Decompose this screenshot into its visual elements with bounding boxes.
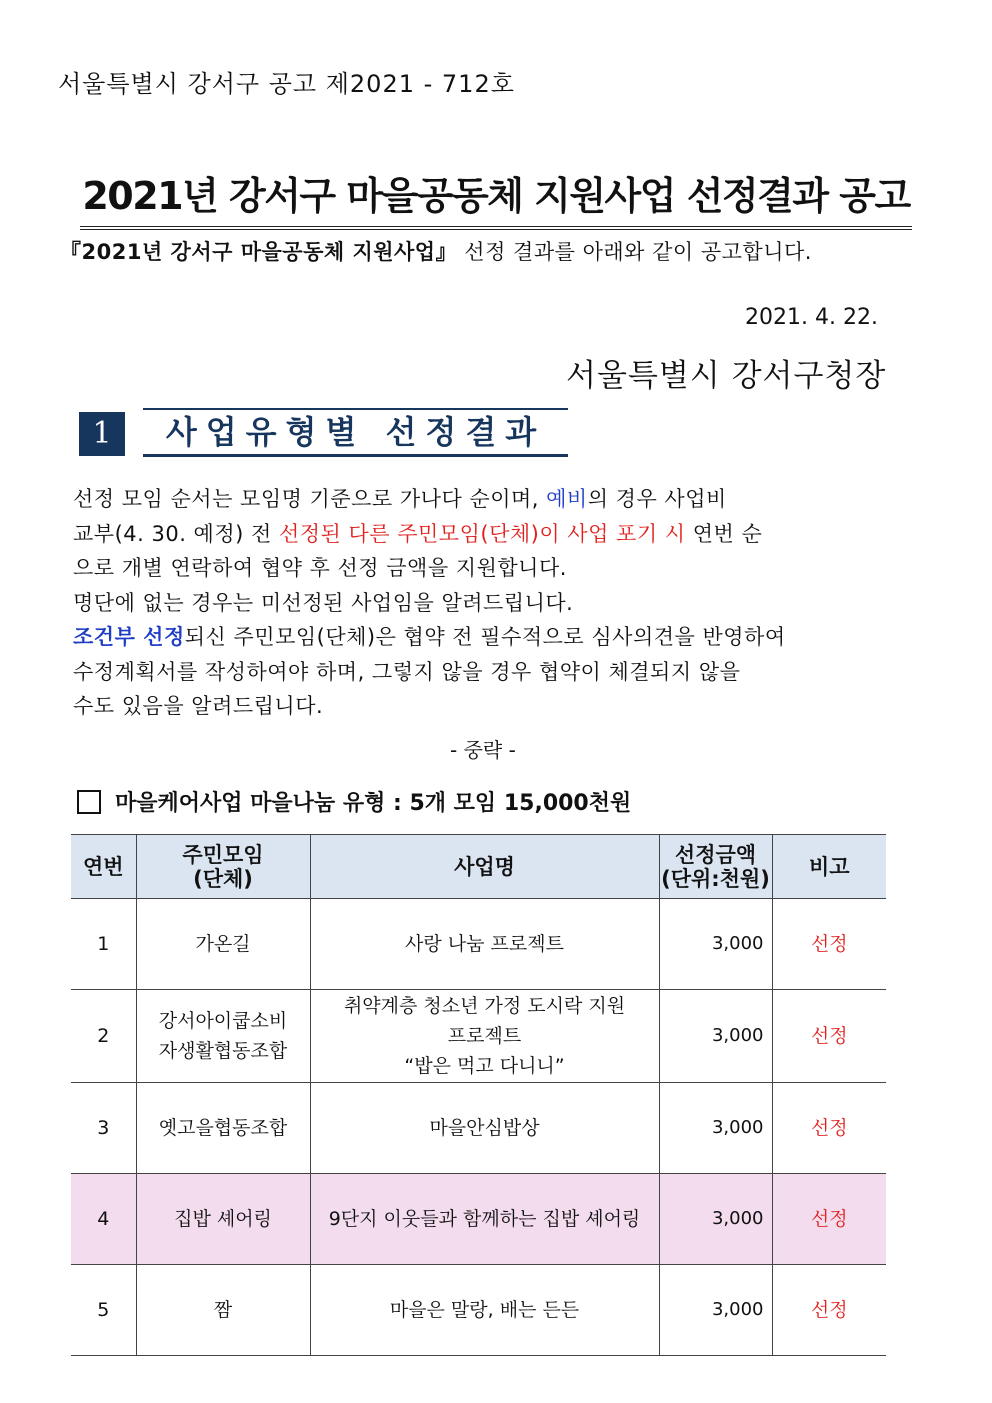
column-header: 비고 [772,835,886,899]
status-note: 선정 [772,899,886,990]
body-line: 으로 개별 연락하여 협약 후 선정 금액을 지원합니다. [73,556,567,580]
status-note: 선정 [772,1083,886,1174]
table-row [71,899,886,990]
body-span: 되신 주민모임(단체)은 협약 전 필수적으로 심사의견을 반영하여 [184,625,786,649]
conditional-highlight: 조건부 선정 [73,624,185,649]
section-number: 1 [79,412,125,456]
project-name: 사랑 나눔 프로젝트 [310,899,659,990]
forfeit-highlight: 선정된 다른 주민모임(단체)이 사업 포기 시 [278,521,686,546]
table-row [71,1265,886,1356]
body-line [73,517,913,552]
body-span: 선정 모임 순서는 모임명 기준으로 가나다 순이며, [73,487,547,511]
column-header: 선정금액 (단위:천원) [659,835,772,899]
status-note: 선정 [772,1174,886,1265]
intro-program-name: 『2021년 강서구 마을공동체 지원사업』 [60,240,458,264]
column-header: 사업명 [310,835,659,899]
project-name: 마을안심밥상 [310,1083,659,1174]
row-number: 1 [71,899,136,990]
project-name: 9단지 이웃들과 함께하는 집밥 셰어링 [310,1174,659,1265]
body-line [73,620,913,655]
selected-amount: 3,000 [659,899,772,990]
column-header: 연번 [71,835,136,899]
category-heading [77,786,631,817]
group-name: 강서아이쿱소비 자생활협동조합 [136,990,310,1083]
body-span: 교부(4. 30. 예정) 전 [73,521,279,546]
body-span: 연번 순 [685,521,763,546]
selected-amount: 3,000 [659,1174,772,1265]
status-note: 선정 [772,1265,886,1356]
notice-number: 서울특별시 강서구 공고 제2021 - 712호 [58,70,515,98]
document-title-text: 2021년 강서구 마을공동체 지원사업 선정결과 공고 [80,165,911,230]
table-body [71,899,886,1356]
table-row [71,1083,886,1174]
group-name: 옛고을협동조합 [136,1083,310,1174]
selected-amount: 3,000 [659,1083,772,1174]
project-name: 취약계층 청소년 가정 도시락 지원 프로젝트 “밥은 먹고 다니니” [310,990,659,1083]
body-line: 수도 있음을 알려드립니다. [73,694,324,718]
status-note: 선정 [772,990,886,1083]
group-name: 짬 [136,1265,310,1356]
project-name: 마을은 말랑, 배는 든든 [310,1265,659,1356]
reserve-highlight: 예비 [546,487,588,511]
body-line: 수정계획서를 작성하여야 하며, 그렇지 않을 경우 협약이 체결되지 않을 [73,659,741,684]
omitted-marker: - 중략 - [450,738,516,762]
section-title: 사업유형별 선정결과 [143,408,568,457]
body-text [73,482,913,724]
table-header-row [71,835,886,899]
body-line [73,482,913,517]
intro-line [60,236,812,266]
row-number: 4 [71,1174,136,1265]
row-number: 2 [71,990,136,1083]
selected-amount: 3,000 [659,1265,772,1356]
document-title [0,165,992,230]
column-header: 주민모임 (단체) [136,835,310,899]
group-name: 가온길 [136,899,310,990]
row-number: 5 [71,1265,136,1356]
table-row [71,1174,886,1265]
row-number: 3 [71,1083,136,1174]
body-span: 의 경우 사업비 [587,487,727,511]
selected-amount: 3,000 [659,990,772,1083]
group-name: 집밥 셰어링 [136,1174,310,1265]
intro-text: 선정 결과를 아래와 같이 공고합니다. [457,240,812,264]
notice-date: 2021. 4. 22. [745,305,878,330]
checkbox-square-icon [77,790,101,814]
table-row [71,990,886,1083]
signer: 서울특별시 강서구청장 [566,358,887,394]
selection-table [71,834,886,1356]
category-heading-text: 마을케어사업 마을나눔 유형 : 5개 모임 15,000천원 [115,791,632,816]
body-line: 명단에 없는 경우는 미선정된 사업임을 알려드립니다. [73,590,574,615]
